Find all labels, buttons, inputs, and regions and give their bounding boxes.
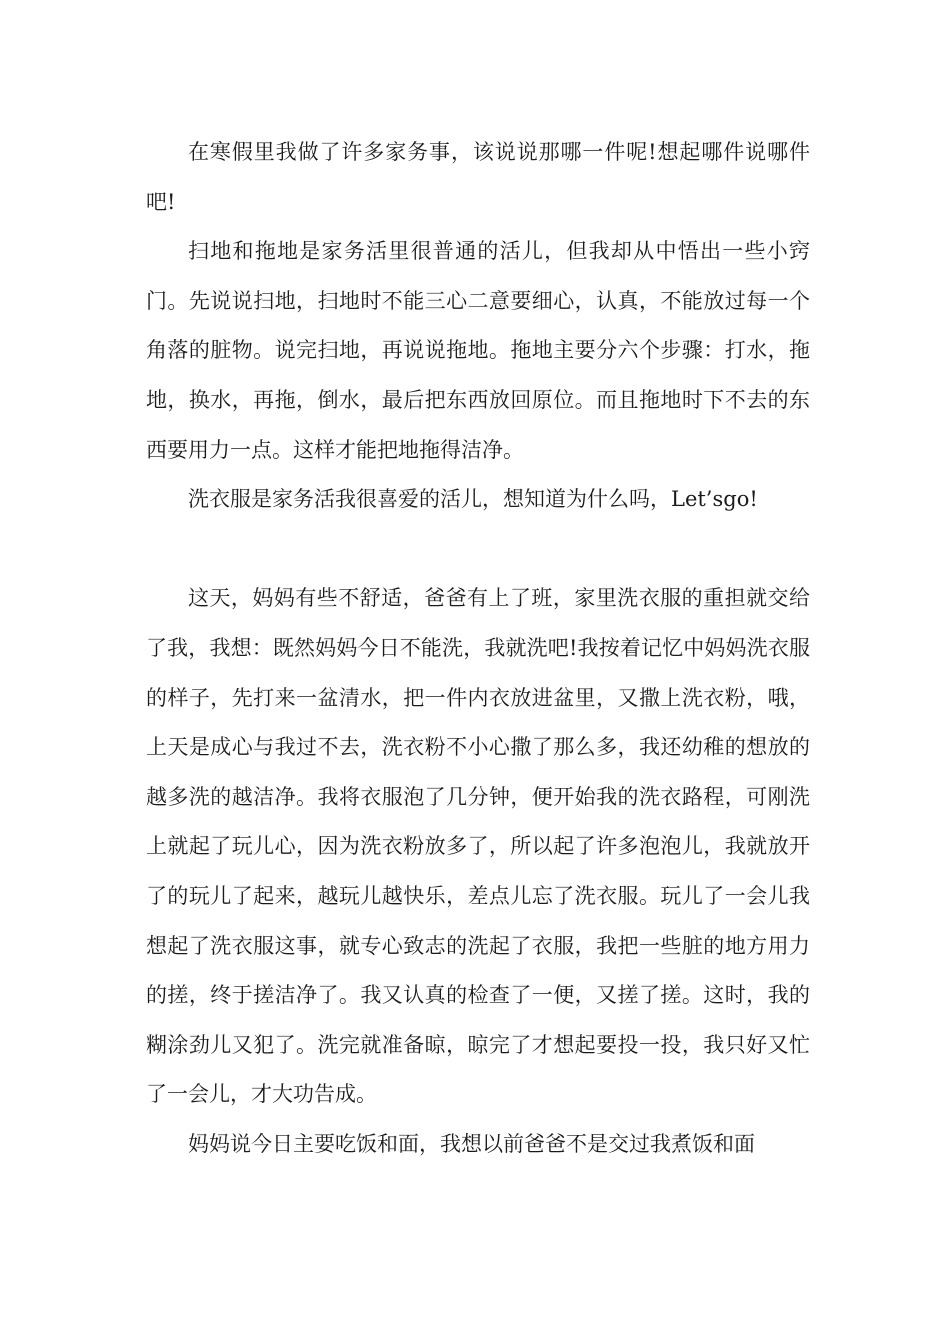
paragraph-5: 妈妈说今日主要吃饭和面，我想以前爸爸不是交过我煮饭和面	[188, 1131, 755, 1156]
paragraph-2: 扫地和拖地是家务活里很普通的活儿，但我却从中悟出一些小窍门。先说说扫地，扫地时不能三心二意要细心，认真，不能放过每一个角落的脏物。说完扫地，再说说拖地。拖地主要分六个步骤：打水，拖地，换水，再拖，倒水，最后把东西放回原位。而且拖地时下不去的东西要用力一点。这样才能把地拖得洁净。	[146, 239, 810, 462]
paragraph-4: 这天，妈妈有些不舒适，爸爸有上了班，家里洗衣服的重担就交给了我，我想：既然妈妈今日不能洗，我就洗吧!我按着记忆中妈妈洗衣服的样子，先打来一盆清水，把一件内衣放进盆里，又撒上洗衣粉，哦，上天是成心与我过不去，洗衣粉不小心撒了那么多，我还幼稚的想放的越多洗的越洁净。我将衣服泡了几分钟，便开始我的洗衣路程，可刚洗上就起了玩儿心，因为洗衣粉放多了，所以起了许多泡泡儿，我就放开了的玩儿了起来，越玩儿越快乐，差点儿忘了洗衣服。玩儿了一会儿我想起了洗衣服这事，就专心致志的洗起了衣服，我把一些脏的地方用力的搓，终于搓洁净了。我又认真的检查了一便，又搓了搓。这时，我的糊涂劲儿又犯了。洗完就准备晾，晾完了才想起要投一投，我只好又忙了一会儿，才大功告成。	[146, 586, 810, 1107]
paragraph-1: 在寒假里我做了许多家务事，该说说那哪一件呢!想起哪件说哪件吧!	[146, 140, 810, 214]
document-body	[146, 128, 810, 1169]
paragraph-3: 洗衣服是家务活我很喜爱的活儿，想知道为什么吗，Let’sgo!	[188, 487, 758, 512]
blank-line	[146, 525, 810, 575]
